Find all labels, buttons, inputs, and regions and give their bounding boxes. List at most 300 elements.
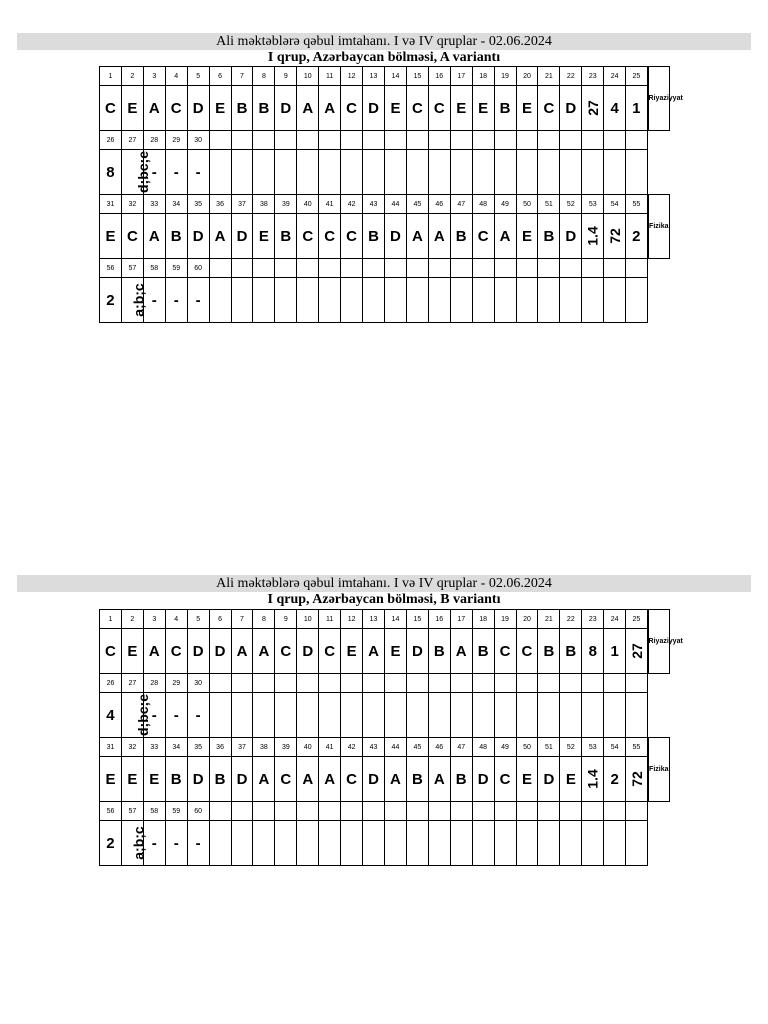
answer-cell: C <box>472 214 494 259</box>
answer-cell: D <box>472 757 494 802</box>
answer-cell: A <box>450 629 472 674</box>
empty-cell <box>516 278 538 323</box>
empty-cell <box>560 821 582 866</box>
answer-cell: - <box>143 821 165 866</box>
empty-cell <box>231 278 253 323</box>
empty-cell <box>494 278 516 323</box>
question-number: 42 <box>341 738 363 757</box>
answer-cell: 1.4 <box>582 214 604 259</box>
empty-cell <box>604 821 626 866</box>
empty-cell <box>626 693 648 738</box>
empty-cell <box>384 674 406 693</box>
question-number: 32 <box>121 195 143 214</box>
empty-cell <box>494 259 516 278</box>
answer-cell: E <box>100 757 122 802</box>
empty-cell <box>494 802 516 821</box>
question-number: 31 <box>100 195 122 214</box>
question-number: 47 <box>450 195 472 214</box>
answer-cell: D <box>231 214 253 259</box>
question-number: 18 <box>472 610 494 629</box>
empty-cell <box>428 150 450 195</box>
question-number: 58 <box>143 802 165 821</box>
answer-cell: D <box>231 757 253 802</box>
question-number: 7 <box>231 67 253 86</box>
answer-cell: C <box>165 629 187 674</box>
question-number: 35 <box>187 738 209 757</box>
empty-cell <box>319 259 341 278</box>
empty-cell <box>428 674 450 693</box>
empty-cell <box>406 131 428 150</box>
question-number: 24 <box>604 610 626 629</box>
empty-cell <box>363 674 385 693</box>
question-number: 49 <box>494 195 516 214</box>
empty-cell <box>604 802 626 821</box>
empty-cell <box>472 259 494 278</box>
empty-cell <box>275 821 297 866</box>
empty-cell <box>604 278 626 323</box>
answer-cell: B <box>253 86 275 131</box>
empty-cell <box>275 693 297 738</box>
question-number: 20 <box>516 610 538 629</box>
question-number: 40 <box>297 738 319 757</box>
answer-cell: A <box>363 629 385 674</box>
empty-cell <box>275 802 297 821</box>
question-number: 46 <box>428 195 450 214</box>
question-number: 42 <box>341 195 363 214</box>
question-number: 27 <box>121 674 143 693</box>
empty-cell <box>319 802 341 821</box>
empty-cell <box>384 150 406 195</box>
empty-cell <box>472 150 494 195</box>
answer-cell: 8 <box>582 629 604 674</box>
answer-cell: A <box>231 629 253 674</box>
answer-cell: 27 <box>582 86 604 131</box>
answer-cell: B <box>406 757 428 802</box>
empty-cell <box>560 150 582 195</box>
empty-cell <box>538 674 560 693</box>
question-number: 38 <box>253 738 275 757</box>
question-number: 9 <box>275 67 297 86</box>
question-number: 21 <box>538 67 560 86</box>
empty-cell <box>253 802 275 821</box>
question-number: 35 <box>187 195 209 214</box>
question-number: 25 <box>626 67 648 86</box>
empty-cell <box>538 259 560 278</box>
answer-cell: C <box>341 86 363 131</box>
empty-cell <box>494 150 516 195</box>
empty-cell <box>582 259 604 278</box>
question-number: 30 <box>187 131 209 150</box>
answer-cell: d;bc;e <box>121 693 143 738</box>
empty-cell <box>231 802 253 821</box>
answer-cell: C <box>341 214 363 259</box>
question-number: 58 <box>143 259 165 278</box>
question-number: 4 <box>165 610 187 629</box>
answer-cell: - <box>165 150 187 195</box>
answer-cell: B <box>275 214 297 259</box>
empty-cell <box>231 131 253 150</box>
question-number: 53 <box>582 195 604 214</box>
empty-cell <box>363 131 385 150</box>
answer-cell: A <box>428 757 450 802</box>
empty-cell <box>626 259 648 278</box>
answer-cell: D <box>560 86 582 131</box>
variant-subtitle: I qrup, Azərbaycan bölməsi, B variantı <box>267 592 501 607</box>
question-number: 26 <box>100 674 122 693</box>
answer-cell: D <box>187 757 209 802</box>
question-number: 48 <box>472 738 494 757</box>
answer-cell: - <box>165 693 187 738</box>
question-number: 50 <box>516 738 538 757</box>
empty-cell <box>450 693 472 738</box>
question-number: 18 <box>472 67 494 86</box>
empty-cell <box>275 674 297 693</box>
question-number: 27 <box>121 131 143 150</box>
answer-cell: C <box>297 214 319 259</box>
empty-cell <box>319 674 341 693</box>
answer-cell: B <box>472 629 494 674</box>
question-number: 40 <box>297 195 319 214</box>
answer-cell: E <box>209 86 231 131</box>
empty-cell <box>582 693 604 738</box>
answer-cell: a;b;c <box>121 821 143 866</box>
empty-cell <box>384 259 406 278</box>
question-number: 53 <box>582 738 604 757</box>
empty-cell <box>582 821 604 866</box>
question-number: 33 <box>143 738 165 757</box>
empty-cell <box>516 150 538 195</box>
answer-cell: C <box>275 757 297 802</box>
page-title: Ali məktəblərə qəbul imtahanı. I və IV qruplar - 02.06.2024 <box>216 576 552 591</box>
empty-cell <box>450 821 472 866</box>
answer-cell: B <box>165 214 187 259</box>
empty-cell <box>406 693 428 738</box>
empty-cell <box>516 674 538 693</box>
empty-cell <box>341 674 363 693</box>
question-number: 1 <box>100 610 122 629</box>
answer-cell: A <box>319 86 341 131</box>
answer-cell: - <box>165 821 187 866</box>
empty-cell <box>538 821 560 866</box>
empty-cell <box>472 674 494 693</box>
empty-cell <box>428 259 450 278</box>
question-number: 54 <box>604 195 626 214</box>
question-number: 3 <box>143 67 165 86</box>
answer-cell: A <box>297 86 319 131</box>
question-number: 20 <box>516 67 538 86</box>
empty-cell <box>494 821 516 866</box>
empty-cell <box>363 150 385 195</box>
question-number: 8 <box>253 610 275 629</box>
answer-cell: a;b;c <box>121 278 143 323</box>
empty-cell <box>253 674 275 693</box>
answer-cell: D <box>363 86 385 131</box>
answer-cell: D <box>538 757 560 802</box>
answer-cell: E <box>450 86 472 131</box>
empty-cell <box>319 821 341 866</box>
empty-cell <box>341 131 363 150</box>
empty-cell <box>450 150 472 195</box>
empty-cell <box>604 131 626 150</box>
answer-cell: A <box>253 757 275 802</box>
question-number: 59 <box>165 259 187 278</box>
question-number: 2 <box>121 610 143 629</box>
question-number: 41 <box>319 738 341 757</box>
answer-cell: 72 <box>604 214 626 259</box>
empty-cell <box>297 150 319 195</box>
empty-cell <box>538 131 560 150</box>
question-number: 30 <box>187 674 209 693</box>
empty-cell <box>297 131 319 150</box>
answer-cell: E <box>121 757 143 802</box>
answer-cell: A <box>494 214 516 259</box>
answer-cell: B <box>231 86 253 131</box>
question-number: 12 <box>341 67 363 86</box>
answer-cell: A <box>253 629 275 674</box>
empty-cell <box>209 821 231 866</box>
answer-cell: 2 <box>100 821 122 866</box>
question-number: 15 <box>406 67 428 86</box>
question-number: 22 <box>560 610 582 629</box>
question-number: 43 <box>363 195 385 214</box>
question-number: 5 <box>187 67 209 86</box>
subject-name: Fizika <box>648 195 670 259</box>
question-number: 57 <box>121 259 143 278</box>
empty-cell <box>209 674 231 693</box>
answer-cell: D <box>384 214 406 259</box>
answer-cell: B <box>165 757 187 802</box>
empty-cell <box>560 693 582 738</box>
empty-cell <box>209 278 231 323</box>
question-number: 37 <box>231 195 253 214</box>
question-number: 52 <box>560 195 582 214</box>
question-number: 34 <box>165 738 187 757</box>
empty-cell <box>384 802 406 821</box>
question-number: 32 <box>121 738 143 757</box>
empty-cell <box>494 674 516 693</box>
answer-cell: E <box>384 86 406 131</box>
answer-cell: - <box>143 693 165 738</box>
answer-cell: D <box>363 757 385 802</box>
question-number: 45 <box>406 738 428 757</box>
empty-cell <box>297 278 319 323</box>
answer-cell: - <box>143 278 165 323</box>
empty-cell <box>494 693 516 738</box>
answer-cell: E <box>143 757 165 802</box>
answer-cell: 1.4 <box>582 757 604 802</box>
question-number: 46 <box>428 738 450 757</box>
empty-cell <box>384 693 406 738</box>
empty-cell <box>253 150 275 195</box>
answer-cell: A <box>319 757 341 802</box>
empty-cell <box>582 278 604 323</box>
answer-cell: - <box>187 150 209 195</box>
answer-cell: A <box>428 214 450 259</box>
question-number: 47 <box>450 738 472 757</box>
empty-cell <box>341 150 363 195</box>
empty-cell <box>494 131 516 150</box>
question-number: 10 <box>297 610 319 629</box>
empty-cell <box>341 821 363 866</box>
answer-cell: A <box>143 214 165 259</box>
question-number: 1 <box>100 67 122 86</box>
question-number: 19 <box>494 67 516 86</box>
question-number: 60 <box>187 802 209 821</box>
empty-cell <box>209 131 231 150</box>
empty-cell <box>363 802 385 821</box>
answer-cell: 2 <box>100 278 122 323</box>
empty-cell <box>253 278 275 323</box>
empty-cell <box>472 802 494 821</box>
answer-cell: - <box>187 693 209 738</box>
question-number: 12 <box>341 610 363 629</box>
answer-cell: D <box>560 214 582 259</box>
question-number: 3 <box>143 610 165 629</box>
answer-cell: 72 <box>626 757 648 802</box>
question-number: 29 <box>165 674 187 693</box>
answer-cell: 4 <box>604 86 626 131</box>
empty-cell <box>626 278 648 323</box>
question-number: 8 <box>253 67 275 86</box>
answer-cell: E <box>253 214 275 259</box>
answer-cell: C <box>165 86 187 131</box>
question-number: 11 <box>319 610 341 629</box>
question-number: 33 <box>143 195 165 214</box>
question-number: 26 <box>100 131 122 150</box>
empty-cell <box>538 150 560 195</box>
question-number: 28 <box>143 131 165 150</box>
empty-cell <box>231 821 253 866</box>
answer-cell: C <box>319 629 341 674</box>
question-number: 22 <box>560 67 582 86</box>
answer-cell: E <box>341 629 363 674</box>
question-number: 43 <box>363 738 385 757</box>
empty-cell <box>604 150 626 195</box>
answer-cell: C <box>275 629 297 674</box>
empty-cell <box>428 821 450 866</box>
empty-cell <box>363 693 385 738</box>
answer-cell: B <box>209 757 231 802</box>
question-number: 38 <box>253 195 275 214</box>
answer-cell: B <box>450 214 472 259</box>
empty-cell <box>560 131 582 150</box>
empty-cell <box>341 259 363 278</box>
answer-cell: E <box>516 757 538 802</box>
empty-cell <box>275 278 297 323</box>
answer-cell: E <box>100 214 122 259</box>
answer-cell: - <box>165 278 187 323</box>
question-number: 16 <box>428 67 450 86</box>
answer-cell: 1 <box>626 86 648 131</box>
question-number: 41 <box>319 195 341 214</box>
empty-cell <box>253 821 275 866</box>
answer-cell: D <box>275 86 297 131</box>
question-number: 2 <box>121 67 143 86</box>
answer-cell: D <box>187 629 209 674</box>
empty-cell <box>297 259 319 278</box>
answer-cell: 8 <box>100 150 122 195</box>
empty-cell <box>450 131 472 150</box>
empty-cell <box>538 278 560 323</box>
answer-cell: E <box>560 757 582 802</box>
empty-cell <box>231 259 253 278</box>
empty-cell <box>384 821 406 866</box>
empty-cell <box>428 278 450 323</box>
empty-cell <box>582 131 604 150</box>
question-number: 37 <box>231 738 253 757</box>
answer-cell: B <box>450 757 472 802</box>
question-number: 7 <box>231 610 253 629</box>
answer-cell: D <box>297 629 319 674</box>
empty-cell <box>275 131 297 150</box>
empty-cell <box>626 802 648 821</box>
empty-cell <box>319 150 341 195</box>
answer-cell: C <box>494 757 516 802</box>
empty-cell <box>582 802 604 821</box>
answer-cell: B <box>494 86 516 131</box>
answer-cell: C <box>538 86 560 131</box>
question-number: 56 <box>100 802 122 821</box>
answer-cell: C <box>319 214 341 259</box>
question-number: 6 <box>209 610 231 629</box>
empty-cell <box>297 693 319 738</box>
question-number: 13 <box>363 67 385 86</box>
empty-cell <box>275 259 297 278</box>
empty-cell <box>341 693 363 738</box>
question-number: 14 <box>384 67 406 86</box>
answer-cell: D <box>406 629 428 674</box>
empty-cell <box>450 674 472 693</box>
question-number: 6 <box>209 67 231 86</box>
question-number: 60 <box>187 259 209 278</box>
question-number: 4 <box>165 67 187 86</box>
empty-cell <box>516 802 538 821</box>
empty-cell <box>626 821 648 866</box>
answer-cell: 27 <box>626 629 648 674</box>
question-number: 23 <box>582 67 604 86</box>
question-number: 10 <box>297 67 319 86</box>
empty-cell <box>384 278 406 323</box>
answer-cell: 2 <box>604 757 626 802</box>
empty-cell <box>472 821 494 866</box>
answer-cell: C <box>516 629 538 674</box>
empty-cell <box>253 693 275 738</box>
question-number: 11 <box>319 67 341 86</box>
question-number: 5 <box>187 610 209 629</box>
answer-cell: A <box>209 214 231 259</box>
answer-cell: B <box>363 214 385 259</box>
question-number: 54 <box>604 738 626 757</box>
question-number: 45 <box>406 195 428 214</box>
question-number: 16 <box>428 610 450 629</box>
empty-cell <box>406 821 428 866</box>
answer-cell: C <box>406 86 428 131</box>
empty-cell <box>538 802 560 821</box>
answer-cell: B <box>538 214 560 259</box>
answer-cell: B <box>560 629 582 674</box>
answer-cell: C <box>341 757 363 802</box>
subject-name: Riyaziyyat <box>648 610 670 674</box>
empty-cell <box>363 259 385 278</box>
empty-cell <box>582 150 604 195</box>
answer-cell: E <box>472 86 494 131</box>
empty-cell <box>450 278 472 323</box>
answer-key-table <box>99 609 683 866</box>
empty-cell <box>297 821 319 866</box>
empty-cell <box>626 150 648 195</box>
empty-cell <box>341 802 363 821</box>
empty-cell <box>604 674 626 693</box>
